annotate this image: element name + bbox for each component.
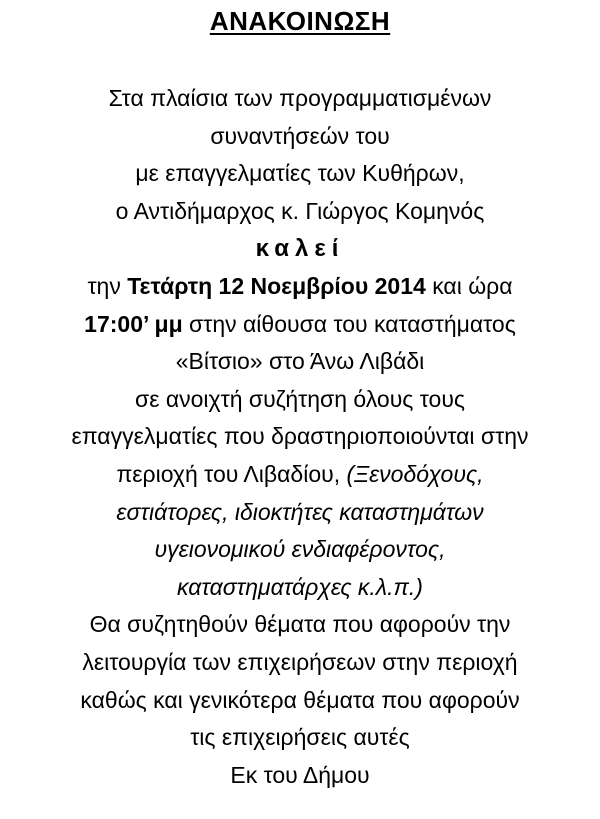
text-line-18: τις επιχειρήσεις αυτές <box>190 724 410 751</box>
text-line-11 <box>0 456 600 494</box>
signature: Εκ του Δήμου <box>230 761 370 788</box>
time-line <box>0 306 600 344</box>
text-line-13: υγειονομικού ενδιαφέροντος, <box>154 536 446 563</box>
text-line-4: ο Αντιδήμαρχος κ. Γιώργος Κομηνός <box>115 197 485 224</box>
text-line-17: καθώς και γενικότερα θέματα που αφορούν <box>80 686 520 713</box>
text-line-12: εστιάτορες, ιδιοκτήτες καταστημάτων <box>116 498 484 525</box>
text-line-11-italic: (Ξενοδόχους, <box>346 460 484 487</box>
text-line-2: συναντήσεών του <box>210 122 390 149</box>
venue-line: «Βίτσιο» στο Άνω Λιβάδι <box>175 348 425 375</box>
text-line-10: επαγγελματίες που δραστηριοποιούνται στην <box>71 423 529 450</box>
text-line-15: Θα συζητηθούν θέματα που αφορούν την <box>89 611 511 638</box>
text-line-16: λειτουργία των επιχειρήσεων στην περιοχή <box>82 648 518 675</box>
time-line-suffix: στην αίθουσα του καταστήματος <box>182 310 516 337</box>
invites-word: καλεί <box>255 235 345 263</box>
text-line-3: με επαγγελματίες των Κυθήρων, <box>135 160 465 187</box>
meeting-date: Τετάρτη 12 Νοεμβρίου 2014 <box>127 272 426 299</box>
meeting-time: 17:00’ μμ <box>84 310 183 337</box>
announcement-title: ΑΝΑΚΟΙΝΩΣΗ <box>209 6 391 36</box>
date-line <box>0 268 600 306</box>
text-line-9: σε ανοιχτή συζήτηση όλους τους <box>135 385 465 412</box>
text-line-1: Στα πλαίσια των προγραμματισμένων <box>108 85 492 111</box>
text-line-11-prefix: περιοχή του Λιβαδίου, <box>116 460 347 487</box>
date-line-prefix: την <box>87 272 128 299</box>
date-line-suffix: και ώρα <box>425 272 513 299</box>
text-line-14: καταστηματάρχες κ.λ.π.) <box>177 573 423 600</box>
